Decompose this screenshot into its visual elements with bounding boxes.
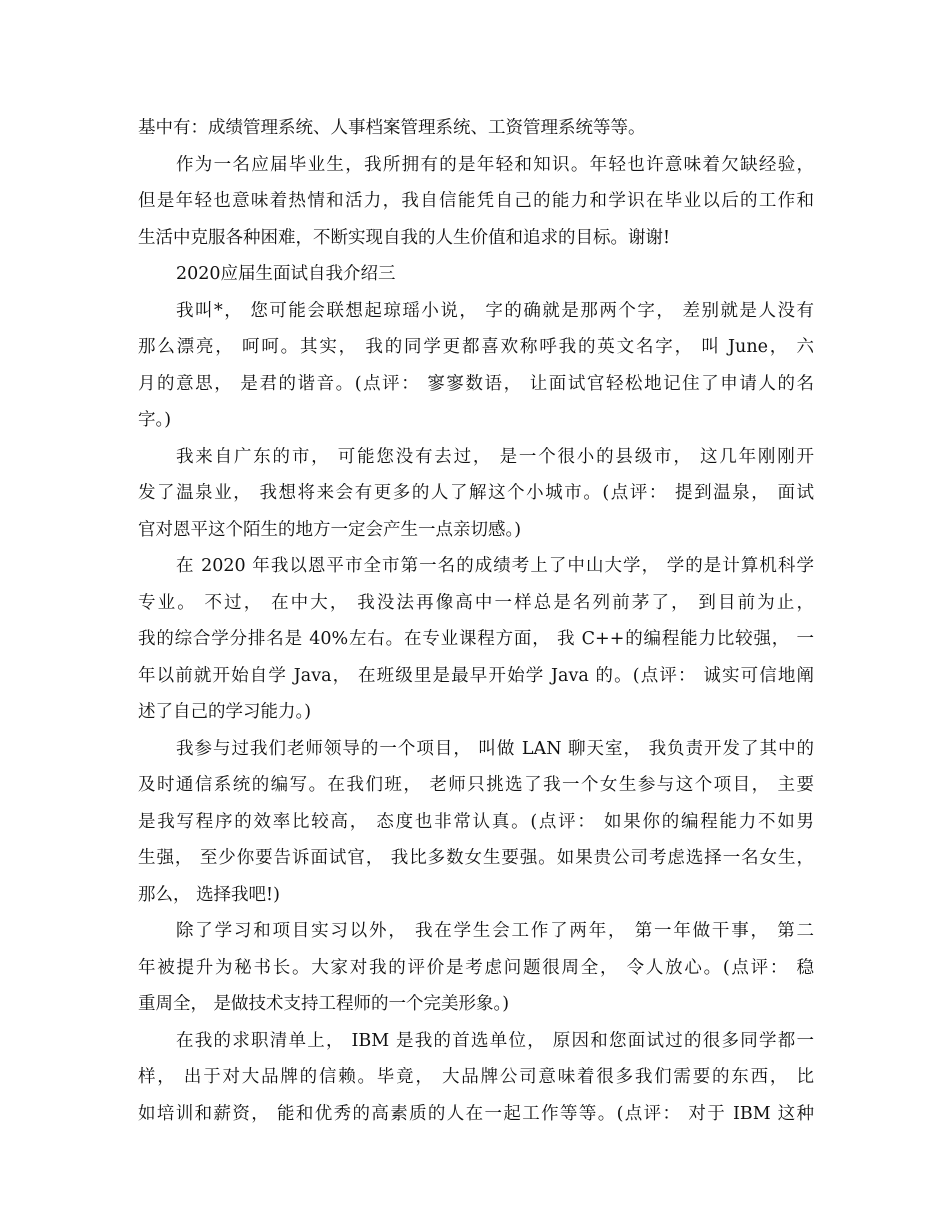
text-line: 那么漂亮， 呵呵。其实， 我的同学更都喜欢称呼我的英文名字， 叫 June， 六: [138, 337, 814, 357]
text-line: 重周全， 是做技术支持工程师的一个完美形象。): [138, 994, 510, 1014]
text-line: 是我写程序的效率比较高， 态度也非常认真。(点评： 如果你的编程能力不如男: [138, 812, 814, 832]
text-line: 基中有：成绩管理系统、人事档案管理系统、工资管理系统等等。: [138, 118, 646, 138]
text-line: 年以前就开始自学 Java， 在班级里是最早开始学 Java 的。(点评： 诚实可信地阐: [138, 666, 814, 686]
text-line: 作为一名应届毕业生，我所拥有的是年轻和知识。年轻也许意味着欠缺经验，: [176, 155, 814, 175]
text-line: 在我的求职清单上， IBM 是我的首选单位， 原因和您面试过的很多同学都一: [176, 1031, 814, 1051]
text-line: 样， 出于对大品牌的信赖。毕竟， 大品牌公司意味着很多我们需要的东西， 比: [138, 1067, 814, 1087]
text-line: 专业。 不过， 在中大， 我没法再像高中一样总是名列前茅了， 到目前为止，: [138, 593, 814, 613]
text-line: 月的意思， 是君的谐音。(点评： 寥寥数语， 让面试官轻松地记住了申请人的名: [138, 374, 814, 394]
text-line: 述了自己的学习能力。): [138, 702, 312, 722]
text-line: 在 2020 年我以恩平市全市第一名的成绩考上了中山大学， 学的是计算机科学: [176, 556, 814, 576]
text-line: 发了温泉业， 我想将来会有更多的人了解这个小城市。(点评： 提到温泉， 面试: [138, 483, 814, 503]
text-line: 我来自广东的市， 可能您没有去过， 是一个很小的县级市， 这几年刚刚开: [176, 447, 814, 467]
text-line: 我的综合学分排名是 40%左右。在专业课程方面， 我 C++的编程能力比较强， 一: [138, 629, 814, 649]
text-line: 但是年轻也意味着热情和活力，我自信能凭自己的能力和学识在毕业以后的工作和: [138, 191, 814, 211]
text-line: 官对恩平这个陌生的地方一定会产生一点亲切感。): [138, 520, 522, 540]
text-line: 我参与过我们老师领导的一个项目， 叫做 LAN 聊天室， 我负责开发了其中的: [176, 739, 814, 759]
text-line: 我叫*， 您可能会联想起琼瑶小说， 字的确就是那两个字， 差别就是人没有: [176, 301, 814, 321]
text-line: 年被提升为秘书长。大家对我的评价是考虑问题很周全， 令人放心。(点评： 稳: [138, 958, 814, 978]
text-line: 生强， 至少你要告诉面试官， 我比多数女生要强。如果贵公司考虑选择一名女生，: [138, 848, 814, 868]
text-line: 除了学习和项目实习以外， 我在学生会工作了两年， 第一年做干事， 第二: [176, 921, 814, 941]
section-heading: 2020应届生面试自我介绍三: [176, 264, 396, 284]
text-line: 那么， 选择我吧!): [138, 885, 280, 905]
text-line: 如培训和薪资， 能和优秀的高素质的人在一起工作等等。(点评： 对于 IBM 这种: [138, 1104, 814, 1124]
text-line: 及时通信系统的编写。在我们班， 老师只挑选了我一个女生参与这个项目， 主要: [138, 775, 814, 795]
text-line: 生活中克服各种困难，不断实现自我的人生价值和追求的目标。谢谢!: [138, 228, 671, 248]
text-line: 字。): [138, 410, 172, 430]
